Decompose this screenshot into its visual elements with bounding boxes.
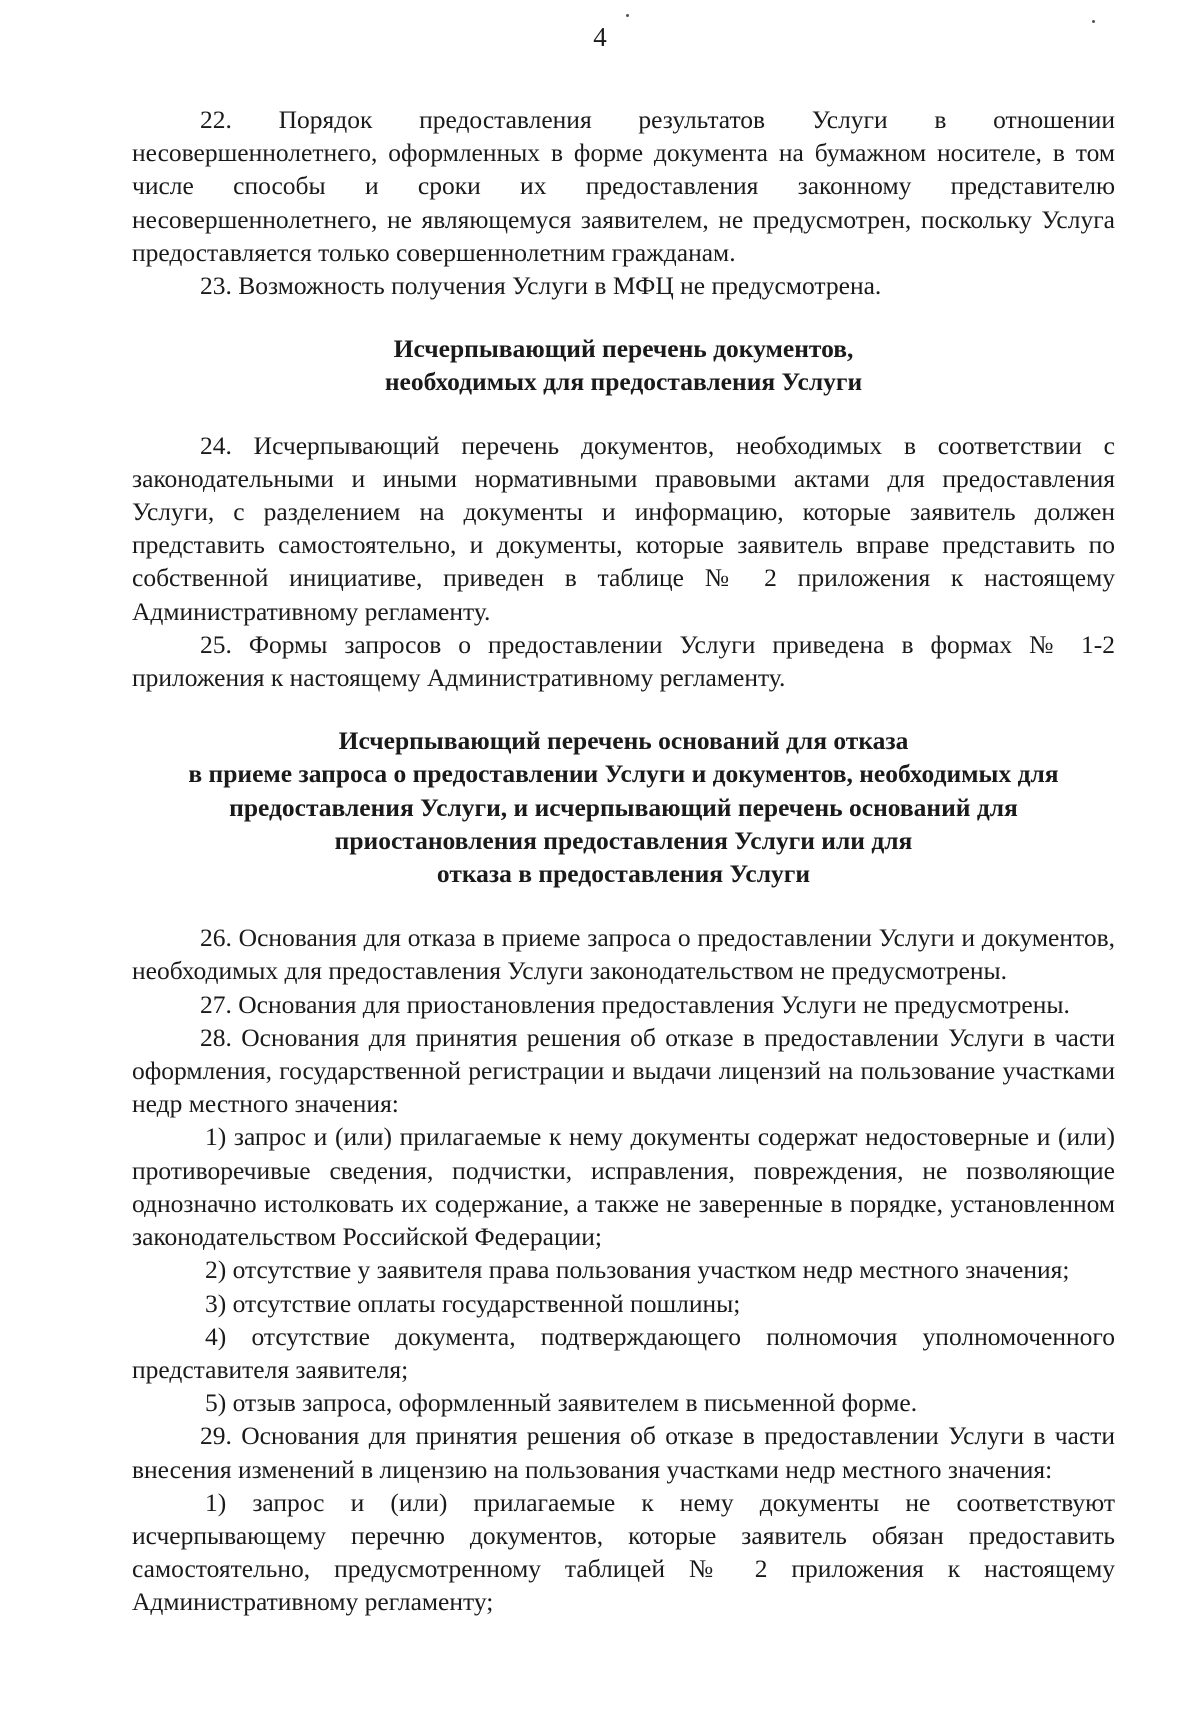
paragraph-26: 26. Основания для отказа в приеме запроса о предоставлении Услуги и документов, необходимых для предоставления Услуги законодательством не предусмотрены. <box>132 923 1115 986</box>
paragraph-28: 28. Основания для принятия решения об отказе в предоставлении Услуги в части оформления, государственной регистрации и выдачи лицензий на пользование участками недр местного значения: <box>132 1022 1115 1119</box>
heading-line: отказа в предоставления Услуги <box>436 859 811 889</box>
page-number: 4 <box>593 22 607 52</box>
paragraph-28-item-4: 4) отсутствие документа, подтверждающего полномочия уполномоченного представителя заявителя; <box>132 1321 1115 1384</box>
scan-speck <box>1092 20 1095 23</box>
paragraph-25: 25. Формы запросов о предоставлении Услуги приведена в формах № 1-2 приложения к настоящему Административному регламенту. <box>132 629 1115 693</box>
paragraph-22: 22. Порядок предоставления результатов Услуги в отношении несовершеннолетнего, оформленных в форме документа на бумажном носителе, в том числе способы и сроки их предоставления законному представителю несовершеннолетнего, не являющемуся заявителем, не предусмотрен, поскольку Услуга предоставляется только совершеннолетним гражданам. <box>132 105 1115 267</box>
paragraph-28-item-2: 2) отсутствие у заявителя права пользования участком недр местного значения; <box>205 1255 1070 1285</box>
section-heading-documents <box>132 332 1115 398</box>
heading-line: приостановления предоставления Услуги или для <box>334 825 913 855</box>
heading-line: предоставления Услуги, и исчерпывающий перечень оснований для <box>229 792 1018 822</box>
heading-line: в приеме запроса о предоставлении Услуги и документов, необходимых для <box>188 759 1059 789</box>
paragraph-28-item-1: 1) запрос и (или) прилагаемые к нему документы содержат недостоверные и (или) противоречивые сведения, подчистки, исправления, повреждения, не позволяющие однозначно истолковать их содержание, а также не заверенные в порядке, установленном законодательством Российской Федерации; <box>132 1122 1115 1252</box>
paragraph-27: 27. Основания для приостановления предоставления Услуги не предусмотрены. <box>200 989 1070 1019</box>
paragraph-28-item-3: 3) отсутствие оплаты государственной пошлины; <box>205 1288 741 1318</box>
section-heading-refusal-grounds <box>132 724 1115 890</box>
document-body <box>132 103 1115 1619</box>
scan-speck <box>626 14 629 17</box>
heading-line: необходимых для предоставления Услуги <box>384 367 863 397</box>
paragraph-24: 24. Исчерпывающий перечень документов, необходимых в соответствии с законодательными и иными нормативными правовыми актами для предоставления Услуги, с разделением на документы и информацию, которые заявитель должен представить самостоятельно, и документы, которые заявитель вправе представить по собственной инициативе, приведен в таблице № 2 приложения к настоящему Административному регламенту. <box>132 430 1115 626</box>
paragraph-23: 23. Возможность получения Услуги в МФЦ не предусмотрена. <box>200 271 882 301</box>
heading-line: Исчерпывающий перечень документов, <box>393 334 854 364</box>
paragraph-28-item-5: 5) отзыв запроса, оформленный заявителем в письменной форме. <box>205 1388 918 1418</box>
paragraph-29-item-1: 1) запрос и (или) прилагаемые к нему документы не соответствуют исчерпывающему перечню документов, которые заявитель обязан предоставить самостоятельно, предусмотренному таблицей № 2 приложения к настоящему Административному регламенту; <box>132 1487 1115 1617</box>
heading-line: Исчерпывающий перечень оснований для отказа <box>338 726 909 756</box>
paragraph-29: 29. Основания для принятия решения об отказе в предоставлении Услуги в части внесения изменений в лицензию на пользования участками недр местного значения: <box>132 1421 1115 1484</box>
